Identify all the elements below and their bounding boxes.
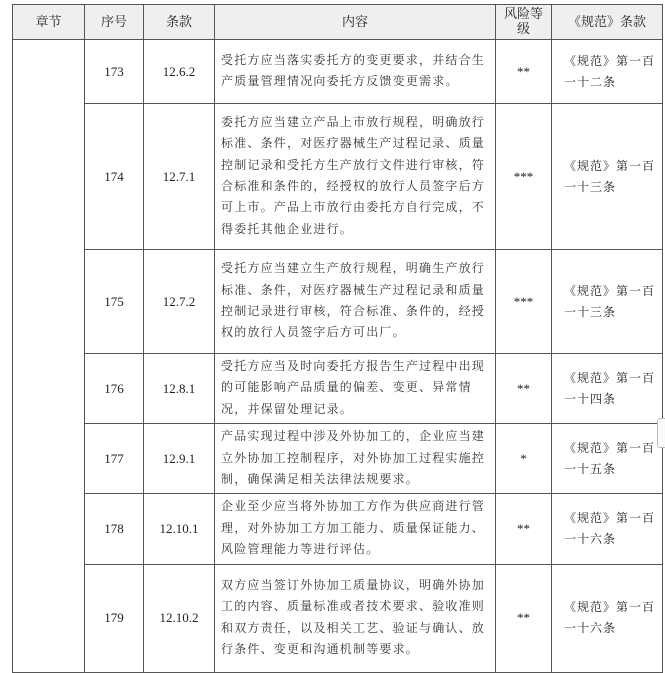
header-clause: 条款 [144, 5, 215, 40]
chapter-cell [13, 40, 85, 673]
spec-cell: 《规范》第一百一十二条 [552, 40, 663, 104]
risk-cell: ** [496, 494, 552, 564]
table-row [13, 354, 663, 424]
side-scroll-tab[interactable] [657, 418, 665, 448]
seq-cell: 174 [85, 104, 144, 250]
spec-cell: 《规范》第一百一十三条 [552, 250, 663, 354]
clause-cell: 12.7.2 [144, 250, 215, 354]
regulation-table [12, 4, 663, 673]
content-cell: 委托方应当建立产品上市放行规程，明确放行标准、条件，对医疗器械生产过程记录、质量控制记录和受托方生产放行文件进行审核，符合标准和条件的，经授权的放行人员签字后方可上市。产品上市放行由委托方自行完成，不得委托其他企业进行。 [215, 104, 496, 250]
content-cell: 企业至少应当将外协加工方作为供应商进行管理，对外协加工方加工能力、质量保证能力、风险管理能力等进行评估。 [215, 494, 496, 564]
risk-cell: ** [496, 40, 552, 104]
table-row [13, 40, 663, 104]
table-row [13, 494, 663, 564]
clause-cell: 12.10.1 [144, 494, 215, 564]
table-row [13, 424, 663, 494]
seq-cell: 175 [85, 250, 144, 354]
header-spec: 《规范》条款 [552, 5, 663, 40]
clause-cell: 12.10.2 [144, 564, 215, 672]
clause-cell: 12.6.2 [144, 40, 215, 104]
spec-cell: 《规范》第一百一十六条 [552, 494, 663, 564]
header-seq: 序号 [85, 5, 144, 40]
header-chapter: 章节 [13, 5, 85, 40]
spec-cell: 《规范》第一百一十五条 [552, 424, 663, 494]
seq-cell: 178 [85, 494, 144, 564]
content-cell: 受托方应当落实委托方的变更要求，并结合生产质量管理情况向委托方反馈变更需求。 [215, 40, 496, 104]
seq-cell: 177 [85, 424, 144, 494]
table-row [13, 250, 663, 354]
content-cell: 受托方应当及时向委托方报告生产过程中出现的可能影响产品质量的偏差、变更、异常情况，并保留处理记录。 [215, 354, 496, 424]
content-cell: 受托方应当建立生产放行规程，明确生产放行标准、条件，对医疗器械生产过程记录和质量控制记录进行审核，符合标准、条件的，经授权的放行人员签字后方可出厂。 [215, 250, 496, 354]
clause-cell: 12.8.1 [144, 354, 215, 424]
content-cell: 产品实现过程中涉及外协加工的，企业应当建立外协加工控制程序，对外协加工过程实施控制，确保满足相关法律法规要求。 [215, 424, 496, 494]
header-risk: 风险等级 [496, 5, 552, 40]
table-row [13, 564, 663, 672]
spec-cell: 《规范》第一百一十六条 [552, 564, 663, 672]
risk-cell: *** [496, 104, 552, 250]
seq-cell: 179 [85, 564, 144, 672]
risk-cell: *** [496, 250, 552, 354]
seq-cell: 173 [85, 40, 144, 104]
header-content: 内容 [215, 5, 496, 40]
spec-cell: 《规范》第一百一十四条 [552, 354, 663, 424]
clause-cell: 12.7.1 [144, 104, 215, 250]
clause-cell: 12.9.1 [144, 424, 215, 494]
risk-cell: ** [496, 564, 552, 672]
risk-cell: * [496, 424, 552, 494]
table-header-row [13, 5, 663, 40]
content-cell: 双方应当签订外协加工质量协议，明确外协加工的内容、质量标准或者技术要求、验收准则和双方责任，以及相关工艺、验证与确认、放行条件、变更和沟通机制等要求。 [215, 564, 496, 672]
seq-cell: 176 [85, 354, 144, 424]
spec-cell: 《规范》第一百一十三条 [552, 104, 663, 250]
table-row [13, 104, 663, 250]
risk-cell: ** [496, 354, 552, 424]
